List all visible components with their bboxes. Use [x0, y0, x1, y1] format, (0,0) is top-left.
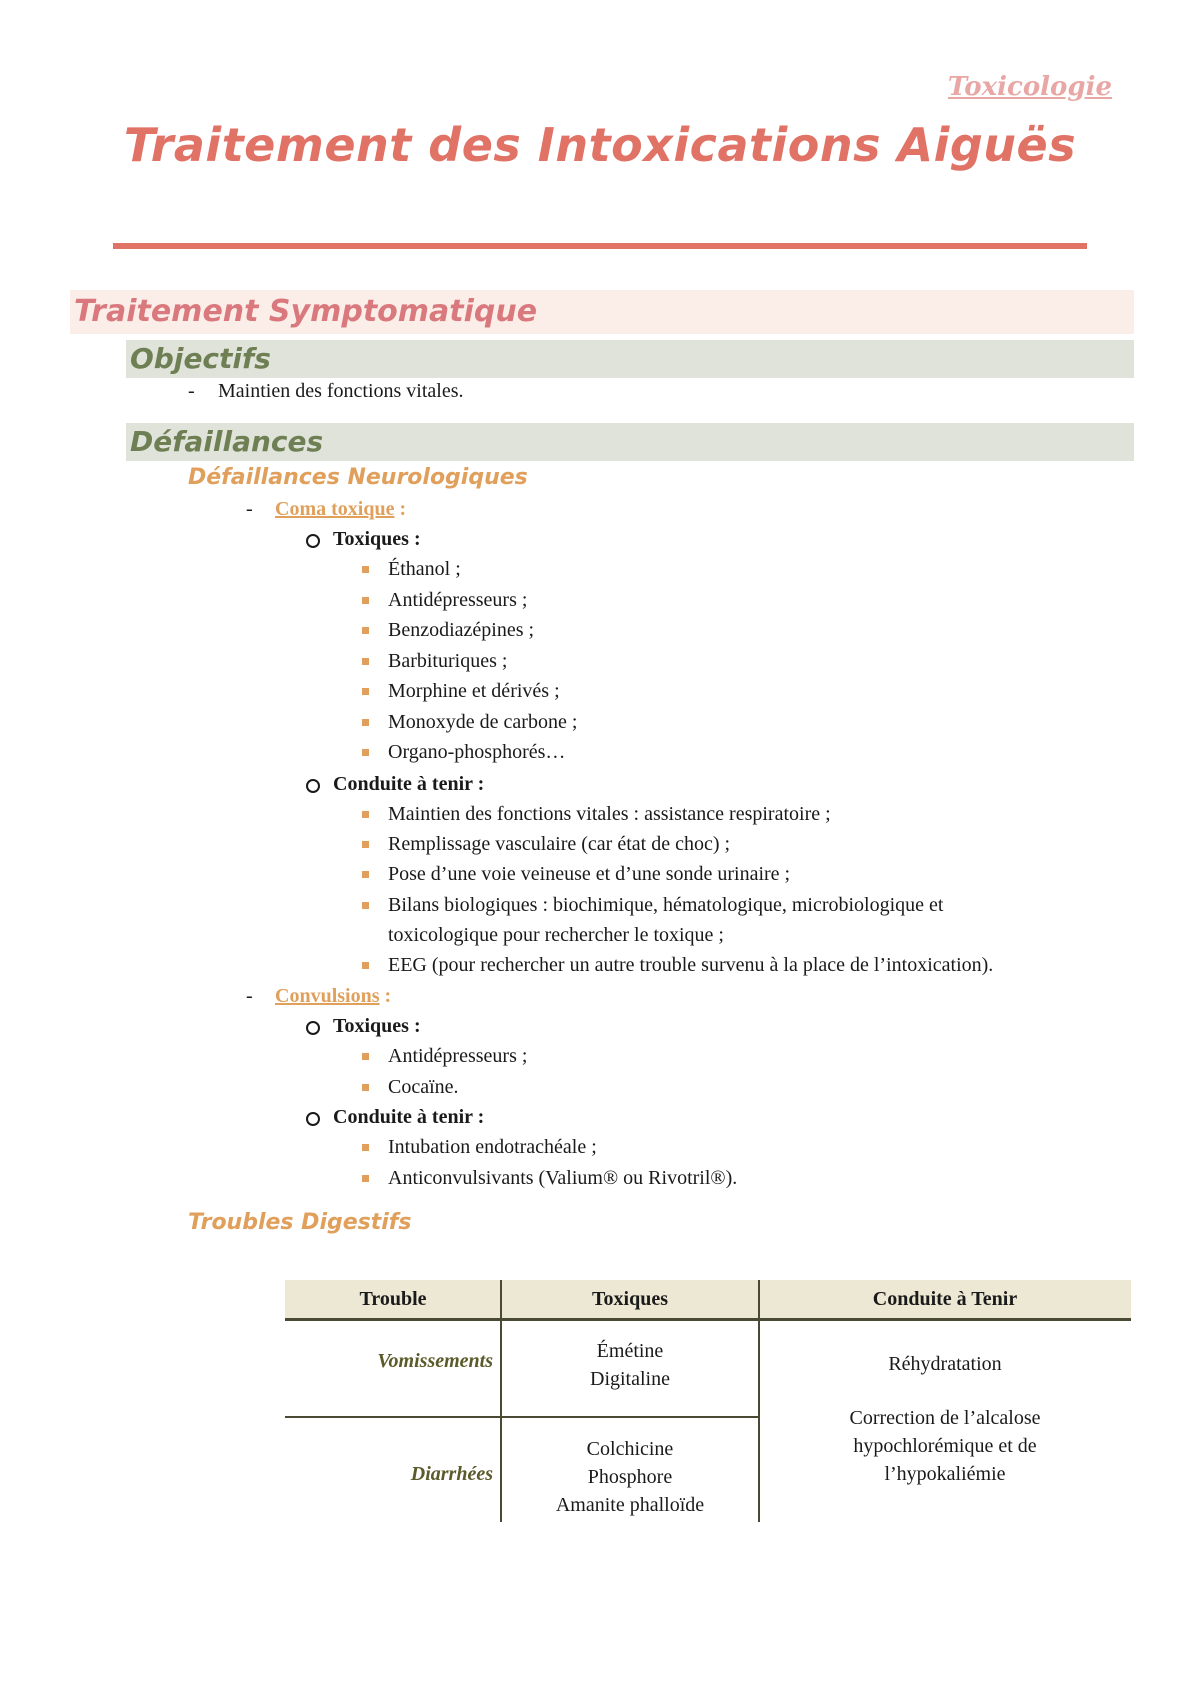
list-item: toxicologique pour rechercher le toxique ;	[388, 923, 724, 946]
coma-label-line: Coma toxique :	[275, 498, 407, 520]
coma-toxiques-label: Toxiques	[333, 528, 409, 550]
square-bullet	[362, 1053, 369, 1060]
list-item: Antidépresseurs ;	[388, 588, 528, 611]
square-bullet	[362, 749, 369, 756]
square-bullet	[362, 1084, 369, 1091]
objectifs-item: Maintien des fonctions vitales.	[218, 380, 464, 402]
list-item: Pose d’une voie veineuse et d’une sonde urinaire ;	[388, 863, 791, 886]
table-row-label: Diarrhées	[410, 1463, 493, 1485]
square-bullet	[362, 719, 369, 726]
circle-bullet	[306, 1112, 320, 1126]
conv-toxiques-label: Toxiques	[333, 1015, 409, 1037]
square-bullet	[362, 658, 369, 665]
digestifs-heading: Troubles Digestifs	[188, 1210, 412, 1235]
list-item: Bilans biologiques : biochimique, hématologique, microbiologique et	[388, 893, 944, 916]
cell-line: l’hypokaliémie	[884, 1463, 1006, 1485]
defaillances-heading: Défaillances	[126, 423, 1134, 461]
conv-conduite-label: Conduite à tenir	[333, 1106, 473, 1128]
list-item: Barbituriques ;	[388, 649, 508, 672]
convulsions-label: Convulsions	[275, 985, 380, 1007]
square-bullet	[362, 841, 369, 848]
section-heading: Traitement Symptomatique	[70, 290, 1134, 334]
list-item: Morphine et dérivés ;	[388, 680, 560, 702]
list-item: Organo-phosphorés…	[388, 741, 566, 763]
table-cell-conduite	[759, 1350, 1131, 1488]
table-header-trouble: Trouble	[359, 1288, 427, 1310]
bullet-dash: -	[246, 985, 253, 1007]
table-cell-toxiques	[501, 1435, 759, 1519]
table-header-toxiques: Toxiques	[592, 1288, 668, 1310]
convulsions-label-line: Convulsions :	[275, 985, 392, 1007]
list-item: Intubation endotrachéale ;	[388, 1136, 597, 1158]
coma-toxiques-label-line: Toxiques :	[333, 528, 421, 550]
table-header-conduite: Conduite à Tenir	[872, 1288, 1018, 1310]
table-row-divider	[285, 1416, 759, 1418]
list-item: Anticonvulsivants (Valium® ou Rivotril®).	[388, 1166, 738, 1189]
conv-conduite-label-line: Conduite à tenir :	[333, 1106, 485, 1128]
square-bullet	[362, 566, 369, 573]
objectifs-heading: Objectifs	[126, 340, 1134, 378]
square-bullet	[362, 688, 369, 695]
square-bullet	[362, 627, 369, 634]
list-item: Maintien des fonctions vitales : assistance respiratoire ;	[388, 803, 831, 825]
circle-bullet	[306, 779, 320, 793]
coma-conduite-label-line: Conduite à tenir :	[333, 773, 485, 795]
circle-bullet	[306, 1021, 320, 1035]
coma-label: Coma toxique	[275, 498, 395, 520]
subject-tag: Toxicologie	[947, 72, 1112, 102]
table-cell-toxiques	[501, 1337, 759, 1393]
list-item: Cocaïne.	[388, 1075, 459, 1098]
square-bullet	[362, 811, 369, 818]
table-row-label: Vomissements	[377, 1350, 493, 1372]
cell-line: Réhydratation	[888, 1353, 1002, 1375]
list-item: Remplissage vasculaire (car état de choc) ;	[388, 833, 731, 856]
cell-line: Phosphore	[587, 1466, 673, 1488]
conv-toxiques-label-line: Toxiques :	[333, 1015, 421, 1037]
cell-line: Amanite phalloïde	[555, 1494, 705, 1516]
coma-conduite-label: Conduite à tenir	[333, 773, 473, 795]
cell-line: Correction de l’alcalose	[849, 1407, 1041, 1429]
bullet-dash: -	[188, 380, 195, 402]
square-bullet	[362, 1175, 369, 1182]
list-item: Monoxyde de carbone ;	[388, 710, 578, 733]
title-divider	[113, 243, 1087, 249]
list-item: Éthanol ;	[388, 558, 461, 580]
neuro-heading: Défaillances Neurologiques	[188, 465, 528, 490]
cell-line: Colchicine	[586, 1438, 674, 1460]
circle-bullet	[306, 534, 320, 548]
document-title: Traitement des Intoxications Aiguës	[123, 118, 1077, 172]
bullet-dash: -	[246, 498, 253, 520]
square-bullet	[362, 871, 369, 878]
square-bullet	[362, 597, 369, 604]
list-item: EEG (pour rechercher un autre trouble survenu à la place de l’intoxication).	[388, 954, 994, 976]
cell-line: Digitaline	[590, 1368, 670, 1390]
square-bullet	[362, 962, 369, 969]
list-item: Benzodiazépines ;	[388, 619, 535, 641]
list-item: Antidépresseurs ;	[388, 1045, 528, 1067]
cell-line: Émétine	[596, 1340, 664, 1362]
square-bullet	[362, 1144, 369, 1151]
square-bullet	[362, 902, 369, 909]
cell-line: hypochlorémique et de	[853, 1435, 1037, 1457]
